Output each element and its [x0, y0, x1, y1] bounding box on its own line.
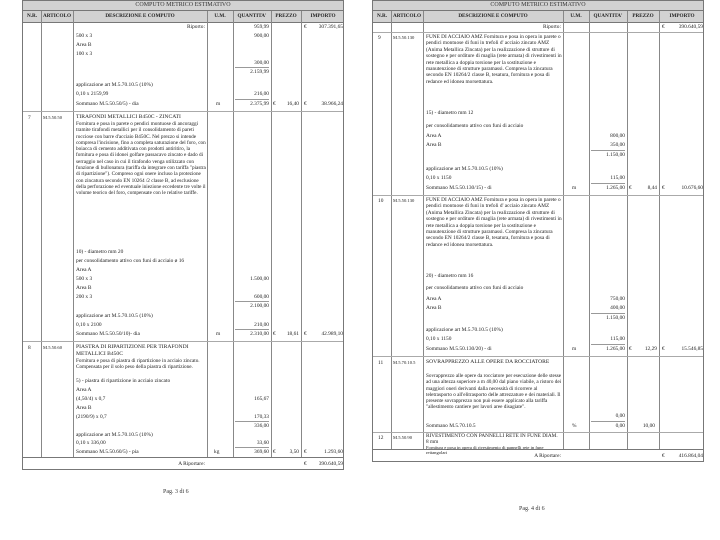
- measure-line: 0,10 x 1150: [426, 175, 452, 181]
- measure-line: per consolidamento attivo con funi di acciaio: [426, 285, 524, 291]
- item-number: 8: [28, 345, 31, 351]
- item-number: 7: [28, 115, 31, 121]
- currency: €: [662, 185, 665, 191]
- item-title: TIRAFONDI METALLICI B450C - ZINCATI: [76, 114, 181, 120]
- col-price: PREZZO: [275, 13, 297, 19]
- col-um: U.M.: [570, 13, 582, 19]
- measure-value: 115,00: [610, 336, 625, 342]
- item-description: Sovrapprezzo alle opere da rocciatore per esecuzione delle stesse ad una altezza superiore a m 40,00 dal piano viabile, a ristoro dei maggiori oneri derivanti dalla necessità di ricorrere al teletrasporto o all'elitrasporto delle attrezzature e dei materiali. Il presente sovrapprezzo non può essere applicato alla tariffa "allestimento cantiere per lavori aree disagiate".: [426, 373, 562, 411]
- sum-label: Sommano M.5.50.50/10)- dia: [76, 331, 140, 337]
- amount: 1.293,60: [324, 449, 343, 455]
- currency: €: [273, 331, 276, 337]
- left-page: [22, 0, 344, 470]
- item-code: M.5.50.90: [393, 435, 413, 440]
- unit: kg: [214, 449, 220, 455]
- item-code: M.5.50.130: [393, 198, 415, 203]
- sum-label: Sommano M.5.50.130/15) - di: [426, 185, 492, 191]
- subtotal: 2.159,99: [250, 69, 269, 75]
- measure-line: applicazione art M.5.70.10.5 (10%): [76, 82, 153, 88]
- measure-line: Area B: [76, 42, 92, 48]
- currency: €: [662, 453, 665, 459]
- item-code: M.5.50.50: [43, 115, 63, 120]
- item-title: PIASTRA DI RIPARTIZIONE PER TIRAFONDI METALLICI B450C: [76, 344, 189, 357]
- item-number: 9: [378, 35, 381, 41]
- unit: m: [572, 185, 577, 191]
- measure-line: (2190/9) x 0,7: [76, 414, 107, 420]
- price: 3,50: [289, 449, 299, 455]
- subtotal: 336,00: [254, 423, 269, 429]
- riporto-amount: 390.640,59: [678, 24, 703, 30]
- currency: €: [662, 346, 665, 352]
- sum-qty: 1.265,00: [606, 185, 625, 191]
- measure-line: Area B: [426, 305, 442, 311]
- table-header: [23, 11, 343, 23]
- riporto-amount: 307.391,65: [318, 24, 343, 30]
- measure-value: 750,00: [610, 296, 625, 302]
- measure-line: applicazione art M.5.70.10.5 (10%): [76, 432, 153, 438]
- item-code: M.5.50.60: [43, 345, 63, 350]
- measure-line: 0,10 x 2100: [76, 322, 102, 328]
- measure-line: 20) - diametro mm 16: [426, 273, 474, 279]
- measure-line: 200 x 3: [76, 294, 93, 300]
- measure-line: 100 x 3: [76, 51, 93, 57]
- price: 18,61: [286, 331, 299, 337]
- doc-title: COMPUTO METRICO ESTIMATIVO: [372, 0, 704, 10]
- col-amount: IMPORTO: [669, 13, 695, 19]
- measure-line: Area A: [76, 267, 92, 273]
- right-page: [372, 0, 704, 462]
- measure-value: 600,00: [254, 294, 269, 300]
- currency: €: [273, 101, 276, 107]
- item-number: 10: [378, 198, 384, 204]
- col-nr: N.R.: [26, 13, 38, 19]
- measure-line: applicazione art M.5.70.10.5 (10%): [426, 166, 503, 172]
- measure-line: 5) - piastra di ripartizione in acciaio zincato: [76, 378, 171, 384]
- measure-line: 500 x 3: [76, 276, 93, 282]
- item-code: M.5.70.10.5: [393, 360, 416, 365]
- left-riportare-row: [22, 458, 344, 470]
- right-table: [372, 10, 704, 455]
- currency: €: [304, 461, 307, 467]
- measure-line: Area A: [426, 133, 442, 139]
- col-desc: DESCRIZIONE E COMPUTO: [458, 13, 528, 19]
- item-number: 12: [378, 435, 384, 441]
- measure-line: applicazione art M.5.70.10.5 (10%): [426, 327, 503, 333]
- measure-line: per consolidamento attivo con funi di acciaio: [426, 123, 524, 129]
- currency: €: [304, 24, 307, 30]
- sum-label: Sommano M.5.50.130/20) - di: [426, 346, 492, 352]
- measure-line: 15) - diametro mm 12: [426, 110, 474, 116]
- measure-value: 900,00: [254, 33, 269, 39]
- page-number: Pag. 4 di 6: [519, 506, 545, 512]
- measure-value: 300,00: [254, 60, 269, 66]
- price: 16,40: [286, 101, 299, 107]
- col-art: ARTICOLO: [392, 13, 422, 19]
- measure-value: 1.500,00: [250, 276, 269, 282]
- sum-label: Sommano M.5.70.10.5: [426, 423, 476, 429]
- unit: m: [572, 346, 577, 352]
- measure-line: 0,10 x 2159,99: [76, 91, 109, 97]
- col-desc: DESCRIZIONE E COMPUTO: [105, 13, 175, 19]
- sum-label: Sommano M.5.50.50/5) - dia: [76, 101, 139, 107]
- measure-line: 0,10 x 1150: [426, 336, 452, 342]
- left-table: [22, 10, 344, 458]
- currency: €: [304, 101, 307, 107]
- subtotal: 2.100,00: [250, 303, 269, 309]
- riporto-qty: 959,99: [254, 24, 269, 30]
- sum-label: Sommano M.5.50.60/5) - pia: [76, 449, 139, 455]
- item-title: SOVRAPPREZZO ALLE OPERE DA ROCCIATORE: [426, 359, 550, 365]
- unit: m: [216, 331, 221, 337]
- measure-value: 170,33: [254, 414, 269, 420]
- measure-line: Area A: [426, 296, 442, 302]
- riportare-label: A Riportare:: [534, 453, 561, 459]
- amount: 38.966,24: [321, 101, 343, 107]
- col-um: U.M.: [214, 13, 226, 19]
- price: 12,29: [644, 346, 657, 352]
- riporto-label: Riporto:: [543, 24, 561, 30]
- measure-line: (4,50/4) x 0,7: [76, 396, 106, 402]
- measure-value: 0,00: [615, 413, 625, 419]
- amount: 42.989,10: [321, 331, 343, 337]
- sum-qty: 1.265,00: [606, 346, 625, 352]
- col-art: ARTICOLO: [42, 13, 72, 19]
- riporto-label: Riporto:: [187, 24, 205, 30]
- measure-line: 0,10 x 336,00: [76, 440, 106, 446]
- unit: %: [572, 423, 577, 429]
- page-number: Pag. 3 di 6: [163, 489, 189, 495]
- measure-value: 216,00: [254, 91, 269, 97]
- subtotal: 1.150,00: [606, 152, 625, 158]
- col-qty: QUANTITA': [237, 13, 267, 19]
- unit: m: [216, 101, 221, 107]
- measure-value: 33,60: [256, 440, 269, 446]
- item-description: Fornitura e posa in opera di rivestimento di pannelli rete in fune rettangolari: [426, 445, 544, 455]
- currency: €: [273, 449, 276, 455]
- item-description: FUNE DI ACCIAIO AMZ Fornitura e posa in opera in parete o pendici montuose di funi in trefoli d' acciaio zincato AMZ (Anima Metallica Zincata) per la realizzazione di strutture di sostegno e per orditure di maglia (rete armata) di rivestimenti in rete metallica a doppia torsione per la sostituzione e manutenzione di strutture paramassi. Compresa la zincatura secondo EN 10264/2 classe B, tesatura, fornitura e posa di redance ed idonea morsettatura.: [426, 197, 562, 248]
- measure-line: applicazione art M.5.70.10.5 (10%): [76, 313, 153, 319]
- measure-line: Area B: [426, 142, 442, 148]
- currency: €: [304, 331, 307, 337]
- measure-value: 400,00: [610, 305, 625, 311]
- col-price: PREZZO: [632, 13, 654, 19]
- item-description: Fornitura e posa di piastra di ripartizione in acciaio zincato. Compensata per il solo peso della piastra di ripartizione.: [76, 358, 200, 371]
- measure-value: 165,67: [254, 396, 269, 402]
- measure-value: 115,00: [610, 175, 625, 181]
- doc-title: COMPUTO METRICO ESTIMATIVO: [22, 0, 344, 10]
- col-qty: QUANTITA': [593, 13, 623, 19]
- measure-line: Area B: [76, 285, 92, 291]
- currency: €: [629, 185, 632, 191]
- sum-qty: 2.375,99: [250, 101, 269, 107]
- currency: €: [304, 449, 307, 455]
- currency: €: [629, 346, 632, 352]
- measure-value: 210,00: [254, 322, 269, 328]
- currency: €: [662, 24, 665, 30]
- measure-line: 500 x 3: [76, 33, 93, 39]
- col-nr: N.R.: [376, 13, 388, 19]
- riportare-amount: 416.864,04: [678, 453, 703, 459]
- item-description: FUNE DI ACCIAIO AMZ Fornitura e posa in opera in parete o pendici montuose di funi in trefoli d' acciaio zincato AMZ (Anima Metallica Zincata) per la realizzazione di strutture di sostegno e per orditure di maglia (rete armata) di rivestimenti in rete metallica a doppia torsione per la sostituzione e manutenzione di strutture paramassi. Compresa la zincatura secondo EN 10264/2 classe B, tesatura, fornitura e posa di redance ed idonea morsettatura.: [426, 34, 562, 85]
- subtotal: 1.150,00: [606, 315, 625, 321]
- right-riportare-row: [372, 450, 704, 462]
- measure-line: Area B: [76, 405, 92, 411]
- sum-qty: 369,60: [254, 449, 269, 455]
- item-code: M.5.50.130: [393, 35, 415, 40]
- riportare-amount: 390.640,59: [318, 461, 343, 467]
- measure-value: 350,00: [610, 142, 625, 148]
- riportare-label: A Riportare:: [178, 461, 205, 467]
- price: 10,00: [642, 423, 655, 429]
- item-description: Fornitura e posa in parete o pendici montuose di ancoraggi tramite tirafondi metallici per il consolidamento di pareti rocciose con barre d'acciaio B450C. Nel prezzo si intende compresa l'incisione, fino a completa saturazione del foro, con boiacca di cemento additivata con prodotti antiritiro, la fornitura e posa di idonei golfare passacavo zincato e dado di serraggio nel caso in cui il tirafondo venga utilizzato con funzione di bullonatura (tariffa da integrare con tariffa "piastra di ripartizione"). Compreso ogni onere incluso la protezione con zincatura secondo EN 10264 /2 classe B, ad esclusione della perforazione ed eventuale iniezione eccedente tre volte il volume teorico del foro, compensate con le relative tariffe.: [76, 121, 206, 197]
- price: 8,44: [647, 185, 657, 191]
- measure-value: 800,00: [610, 133, 625, 139]
- item-title: RIVESTIMENTO CON PANNELLI RETE IN FUNE DIAM. 8 mm: [426, 433, 558, 445]
- item-number: 11: [378, 360, 384, 366]
- amount: 15.546,85: [681, 346, 703, 352]
- col-amount: IMPORTO: [310, 13, 336, 19]
- measure-line: Area A: [76, 387, 92, 393]
- amount: 10.676,60: [681, 185, 703, 191]
- sum-qty: 2.310,00: [250, 331, 269, 337]
- sum-qty: 0,00: [615, 423, 625, 429]
- measure-line: per consolidamento attivo con funi di acciaio ø 16: [76, 258, 185, 264]
- measure-line: 10) - diametro mm 20: [76, 249, 124, 255]
